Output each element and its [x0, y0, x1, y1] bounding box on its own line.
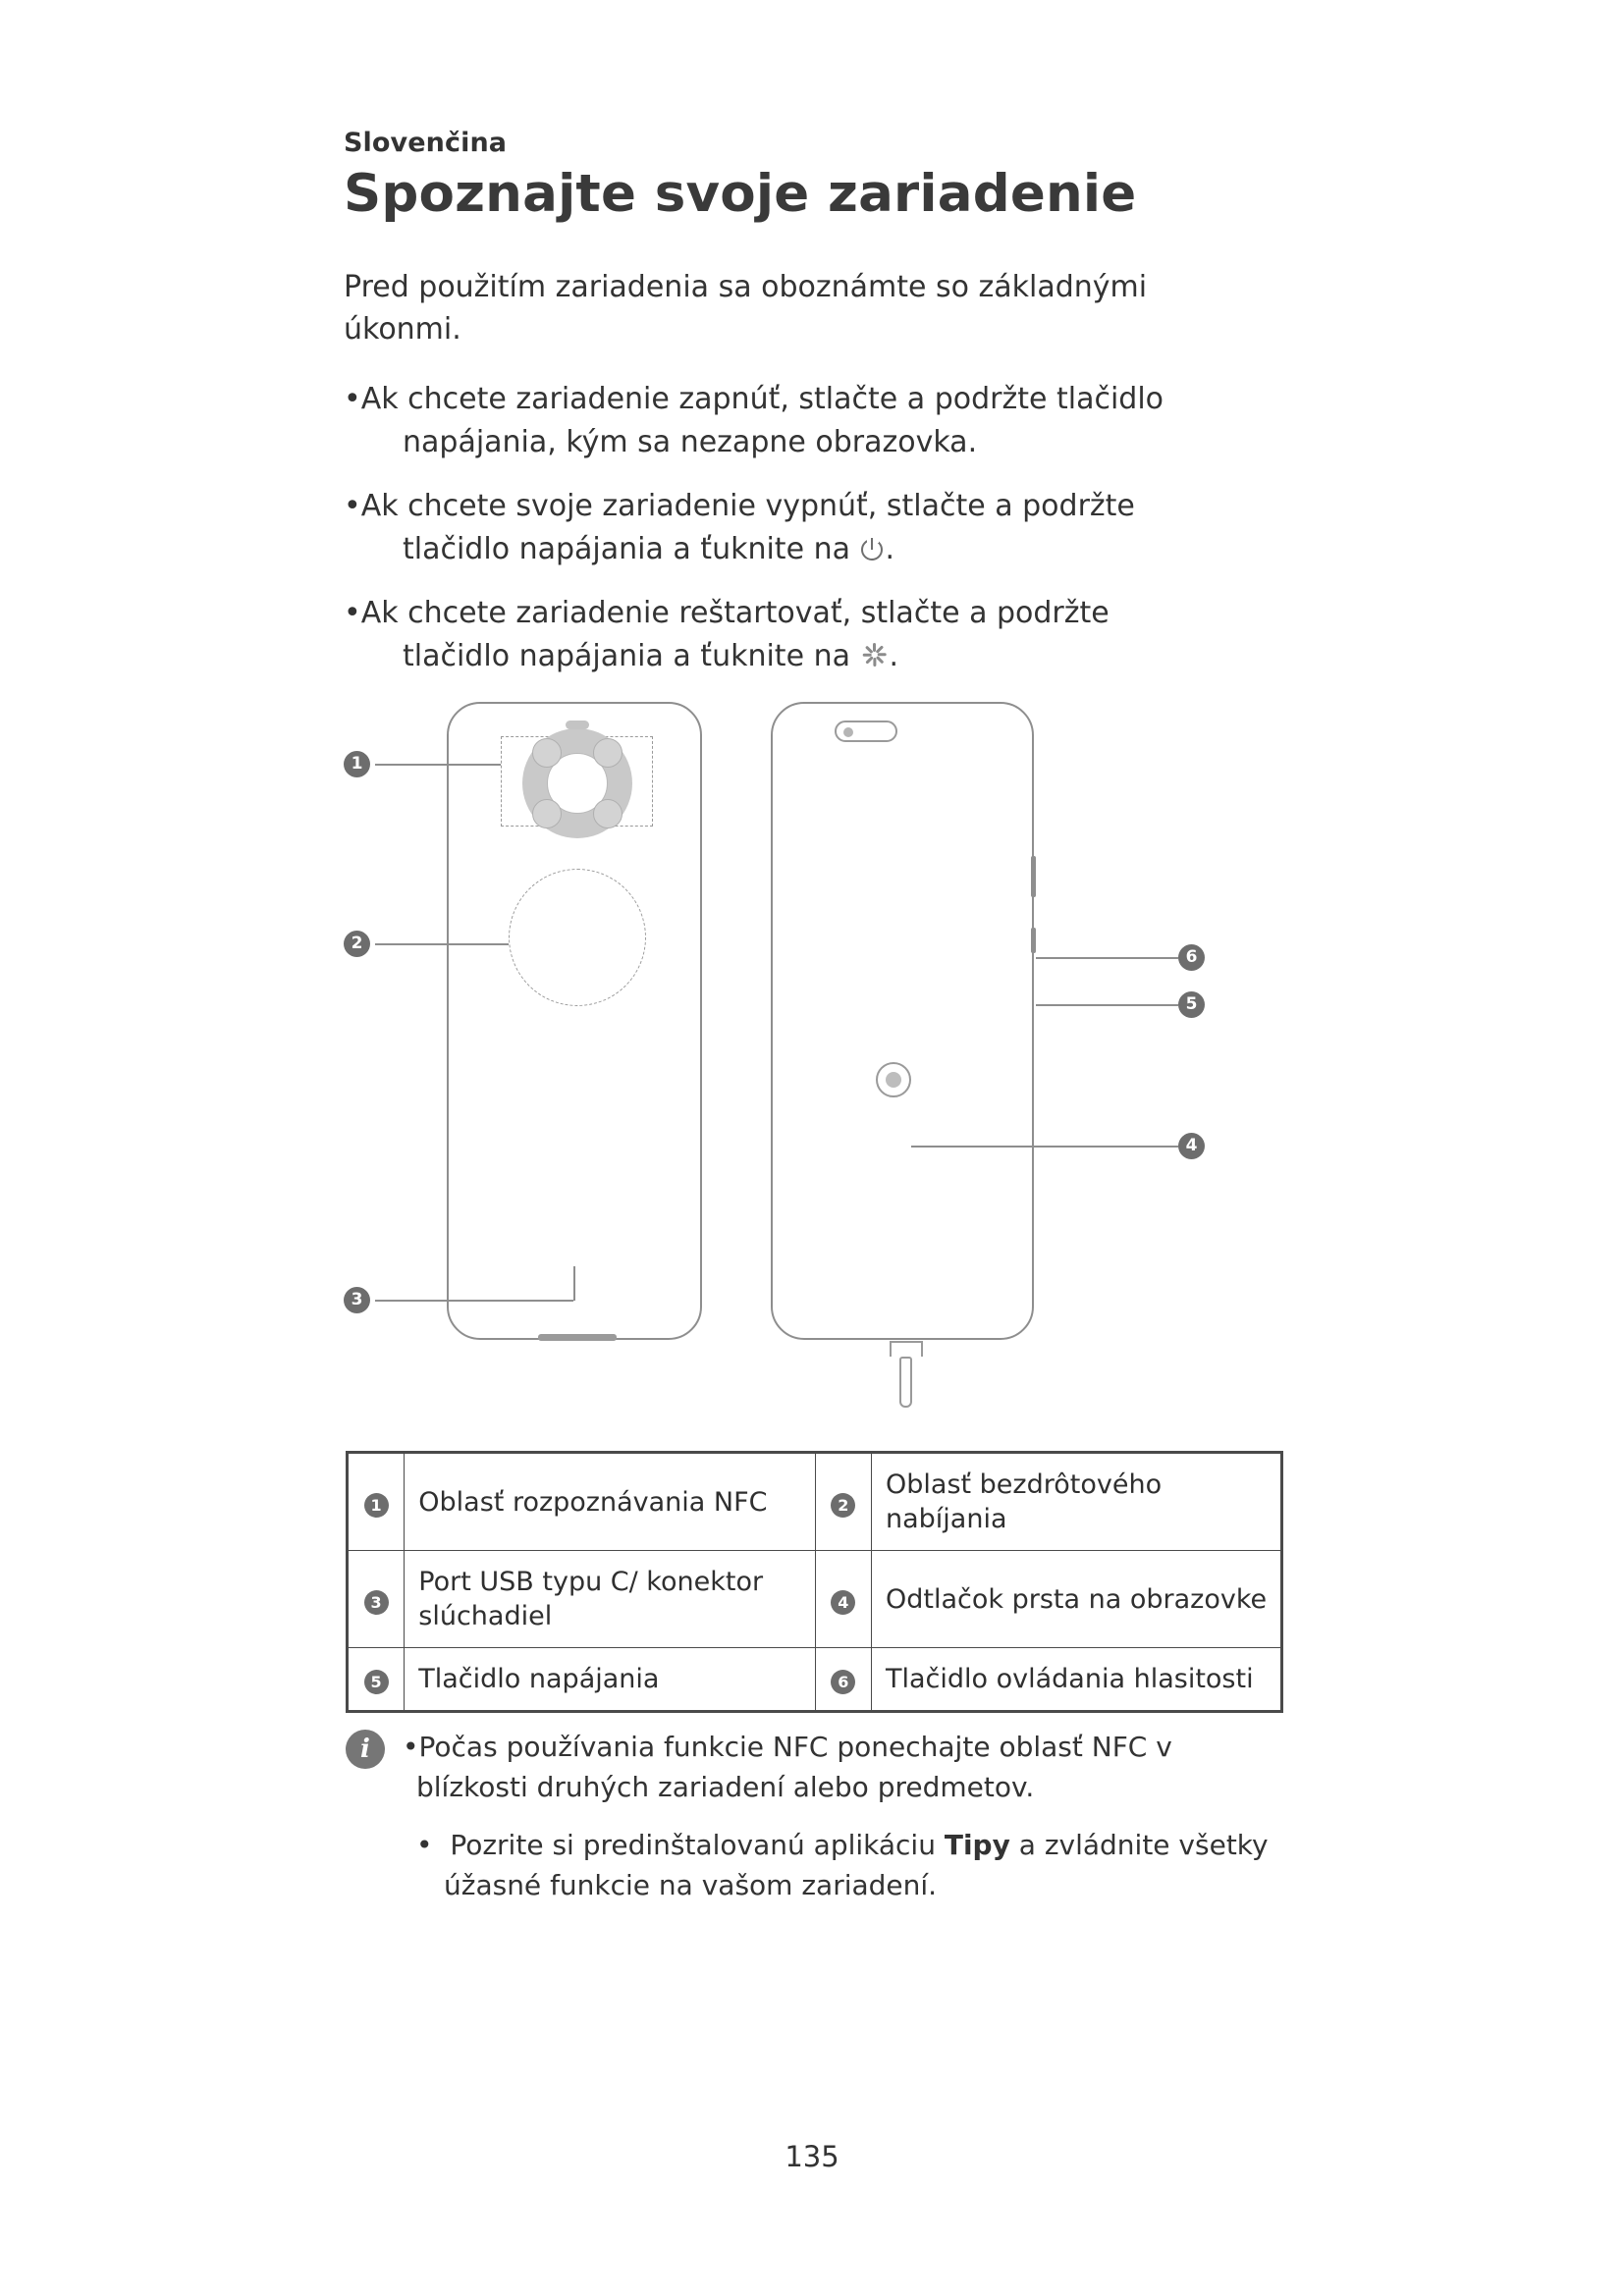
note-item-2-text-before: Pozrite si predinštalovanú aplikáciu: [450, 1828, 945, 1861]
usb-port: [538, 1334, 617, 1341]
note-item-2-text-after: a zvládnite všetky úžasné funkcie na vašom zariadení.: [444, 1828, 1269, 1901]
legend-label: Oblasť bezdrôtového nabíjania: [872, 1454, 1281, 1551]
camera-lens-icon: [532, 738, 562, 768]
instruction-line-2: tlačidlo napájania a ťuknite na: [403, 531, 850, 566]
legend-number-cell: [815, 1551, 871, 1648]
leader-line-6: [1036, 957, 1178, 959]
legend-number-cell: [815, 1454, 871, 1551]
note-item-1-text: Počas používania funkcie NFC ponechajte oblasť NFC v blízkosti druhých zariadení alebo predmetov.: [416, 1731, 1172, 1803]
instruction-line-1: Ak chcete zariadenie reštartovať, stlačte a podržte: [360, 596, 1110, 631]
leader-line-5: [1036, 1004, 1178, 1006]
leader-line-4: [911, 1146, 1178, 1148]
table-row: [349, 1454, 1281, 1551]
list-item: [344, 378, 1221, 463]
callout-6: 6: [1178, 944, 1205, 971]
legend-label: Tlačidlo ovládania hlasitosti: [872, 1648, 1281, 1711]
text-content: [344, 128, 1286, 699]
list-item: [344, 485, 1221, 570]
instruction-line-1: Ak chcete svoje zariadenie vypnúť, stlačte a podržte: [360, 489, 1135, 524]
callout-3: 3: [344, 1287, 370, 1313]
page-number: 135: [785, 2140, 839, 2173]
instruction-line-2: tlačidlo napájania a ťuknite na: [403, 638, 850, 673]
language-label: Slovenčina: [344, 128, 508, 158]
front-camera-icon: [843, 727, 853, 737]
legend-number-cell: [815, 1648, 871, 1711]
fingerprint-sensor-icon: [876, 1062, 911, 1097]
restart-icon: [860, 640, 890, 669]
leader-line-1: [375, 764, 501, 766]
stylus-slot: [890, 1341, 923, 1357]
bullet-marker: •: [403, 1731, 419, 1763]
instruction-line-2: napájania, kým sa nezapne obrazovka.: [403, 424, 978, 459]
camera-lens-icon: [532, 799, 562, 828]
legend-table: [346, 1451, 1283, 1713]
phone-front-view: [771, 702, 1034, 1340]
instruction-list: [344, 378, 1286, 677]
legend-badge: 2: [831, 1493, 855, 1518]
callout-2: 2: [344, 931, 370, 957]
intro-paragraph: Pred použitím zariadenia sa oboznámte so základnými úkonmi.: [344, 270, 1148, 347]
legend-number-cell: [349, 1551, 405, 1648]
power-button: [1031, 928, 1036, 953]
note-text: [403, 1728, 1269, 1924]
legend-badge: 3: [364, 1590, 389, 1615]
callout-4: 4: [1178, 1133, 1205, 1159]
page-title: Spoznajte svoje zariadenie: [344, 164, 1137, 224]
legend-label: Port USB typu C/ konektor slúchadiel: [405, 1551, 815, 1648]
table-row: [349, 1648, 1281, 1711]
leader-line-3b: [573, 1266, 575, 1301]
note-item-2-emphasis: Tipy: [944, 1828, 1010, 1861]
device-diagram: [344, 677, 1286, 1433]
legend-label: Tlačidlo napájania: [405, 1648, 815, 1711]
instruction-line-2-tail: .: [889, 638, 899, 673]
legend-label: Odtlačok prsta na obrazovke: [872, 1551, 1281, 1648]
bullet-marker: •: [344, 596, 361, 631]
volume-button: [1031, 856, 1036, 897]
info-icon: i: [346, 1730, 385, 1769]
legend-badge: 6: [831, 1670, 855, 1694]
bullet-marker: •: [344, 382, 361, 417]
list-item: [344, 592, 1221, 677]
instruction-line-2-wrap: [357, 528, 1221, 571]
wireless-charging-area: [509, 869, 646, 1006]
power-icon: [860, 537, 886, 562]
camera-flash-icon: [566, 721, 589, 729]
note-item-1: [403, 1728, 1269, 1808]
leader-line-3a: [375, 1300, 573, 1302]
camera-lens-icon: [593, 738, 623, 768]
bullet-marker: •: [416, 1828, 433, 1861]
callout-1: 1: [344, 751, 370, 777]
leader-line-2: [375, 943, 509, 945]
note-item-2: [403, 1826, 1269, 1906]
callout-5: 5: [1178, 991, 1205, 1018]
stylus: [899, 1357, 912, 1408]
instruction-line-1: Ak chcete zariadenie zapnúť, stlačte a podržte tlačidlo: [360, 382, 1164, 417]
table-row: [349, 1551, 1281, 1648]
instruction-line-2-wrap: [357, 635, 1221, 678]
note-block: [346, 1728, 1269, 1924]
camera-lens-icon: [593, 799, 623, 828]
legend-label: Oblasť rozpoznávania NFC: [405, 1454, 815, 1551]
instruction-line-2-tail: .: [885, 531, 895, 566]
legend-badge: 1: [364, 1493, 389, 1518]
bullet-marker: •: [344, 489, 361, 524]
legend-badge: 4: [831, 1590, 855, 1615]
legend-number-cell: [349, 1648, 405, 1711]
legend-number-cell: [349, 1454, 405, 1551]
front-camera-notch: [835, 721, 897, 742]
legend-badge: 5: [364, 1670, 389, 1694]
